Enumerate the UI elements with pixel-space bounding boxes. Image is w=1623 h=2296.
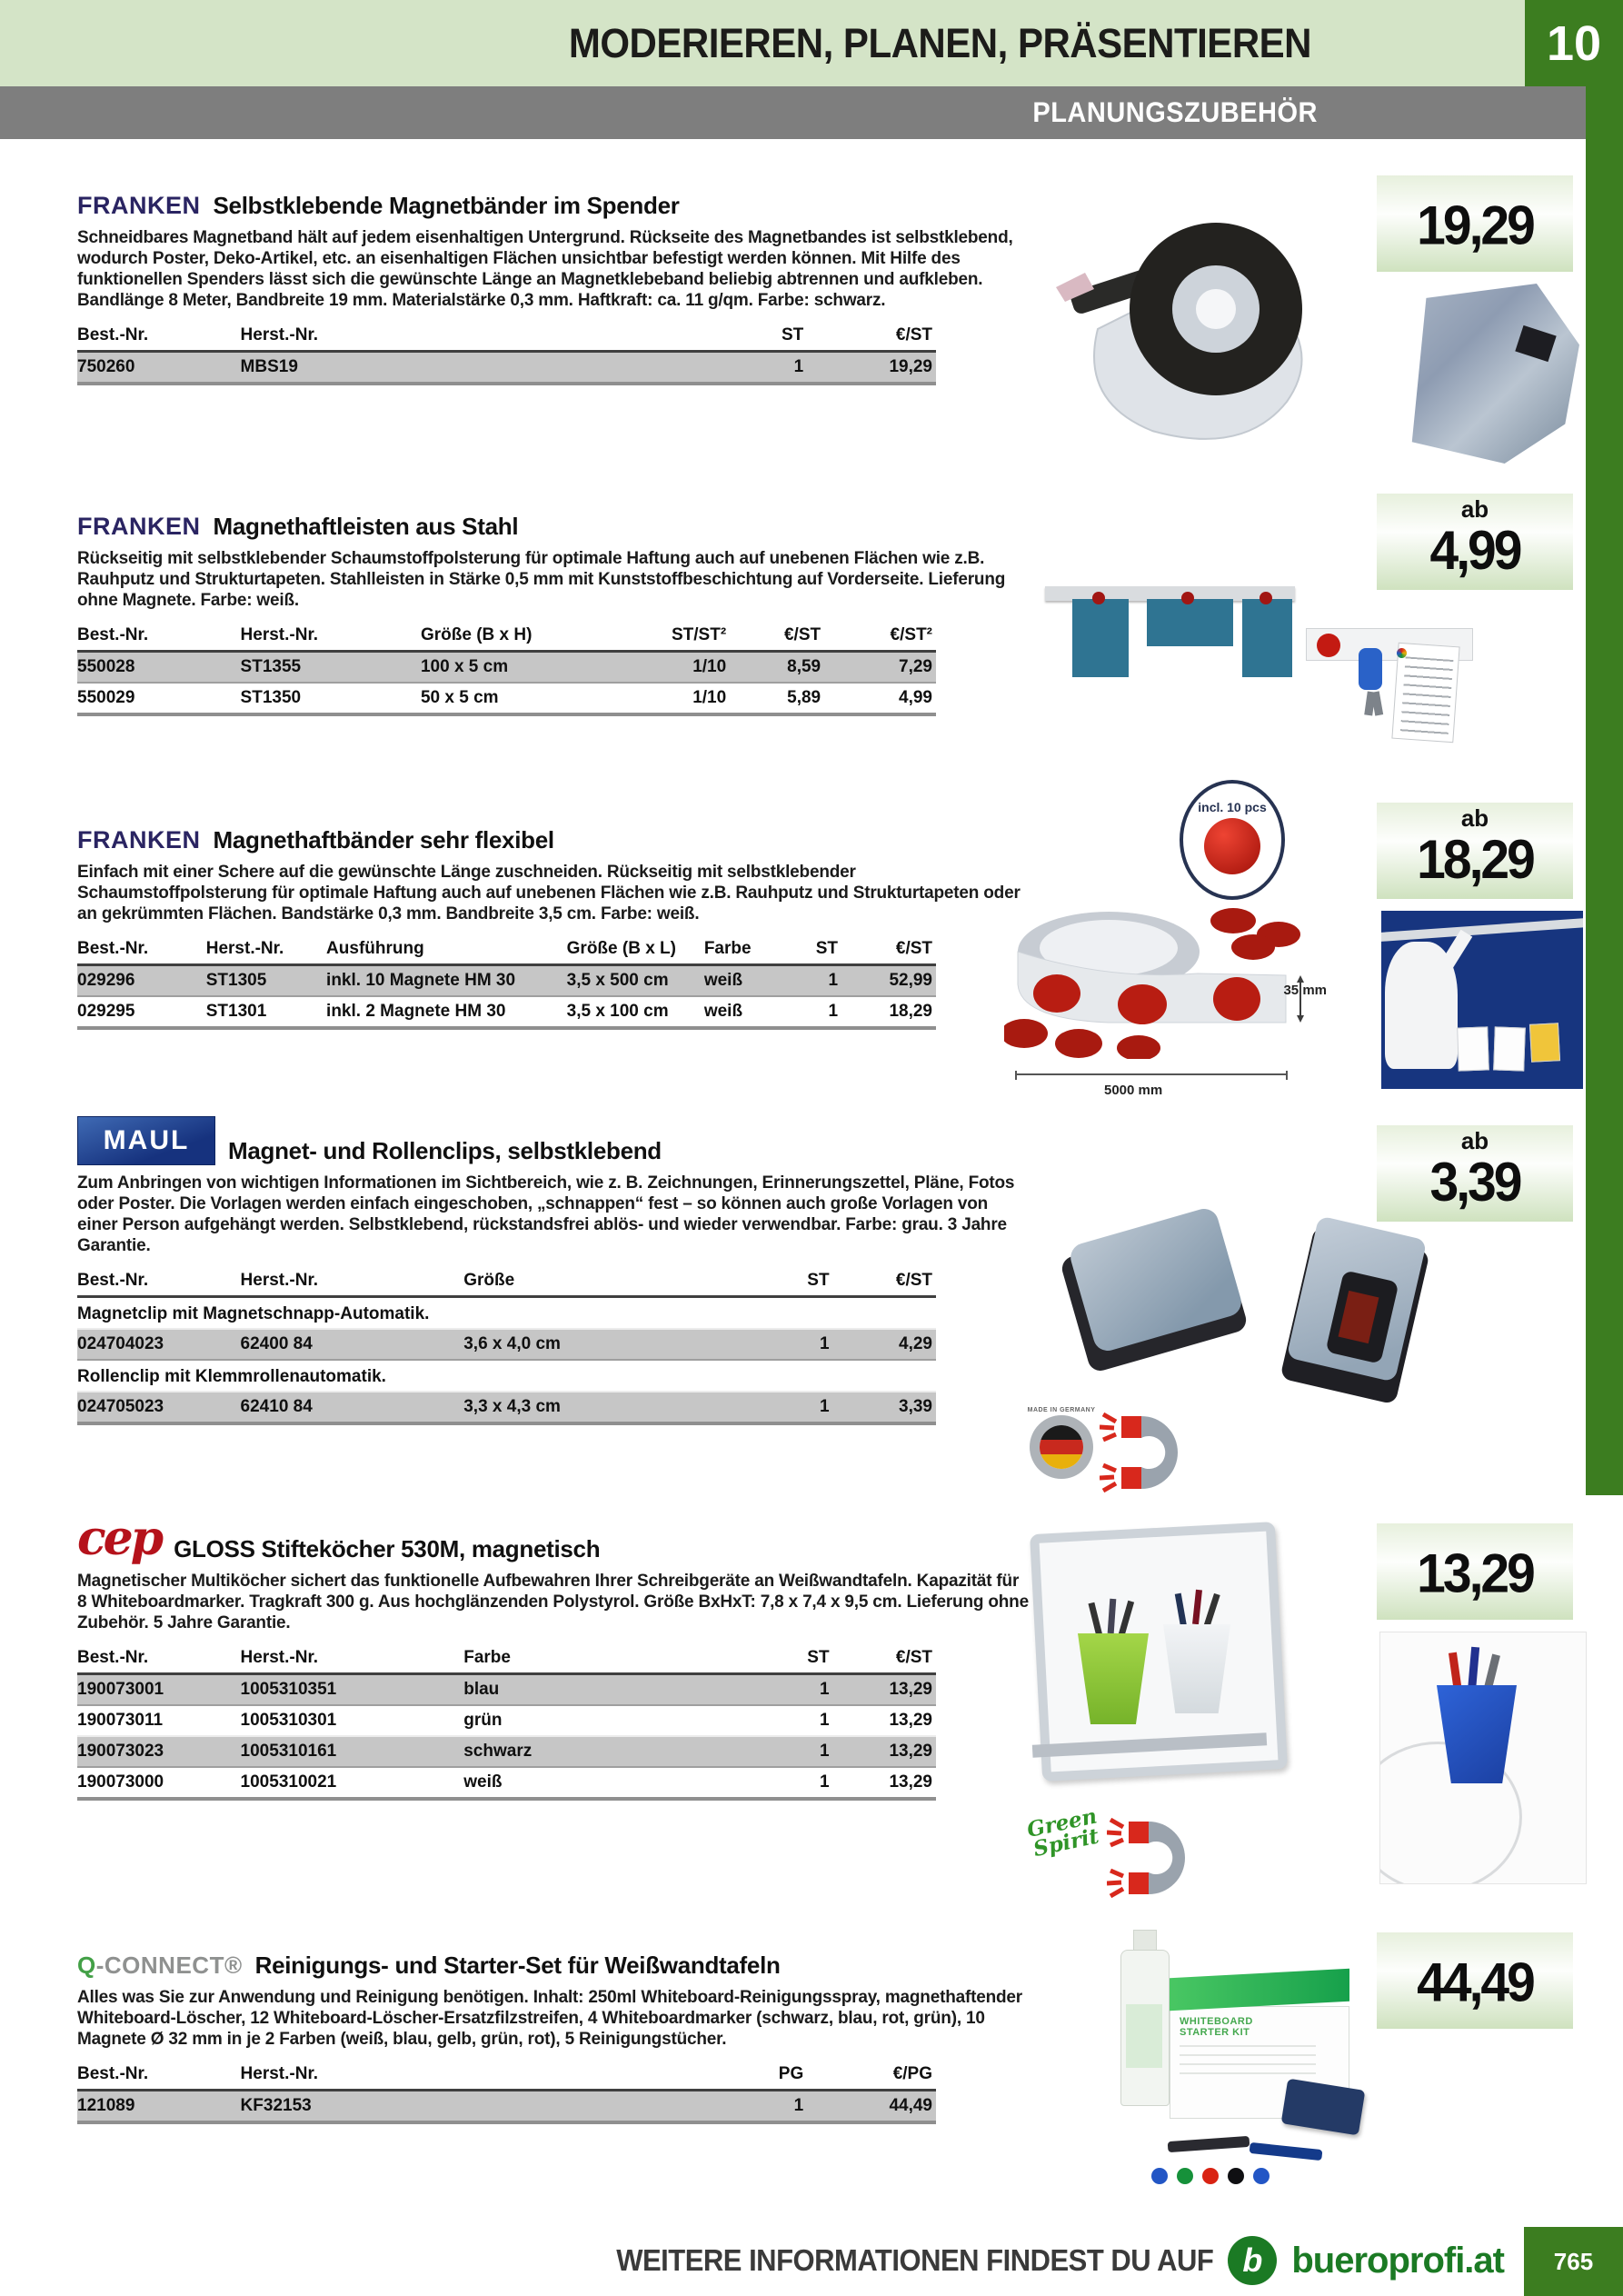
table-cell: 7,29 (824, 652, 936, 684)
side-strip (1586, 86, 1623, 1495)
product-description: Schneidbares Magnetband hält auf jedem eisenhaltigen Untergrund. Rückseite des Magnetbandes ist selbstklebend, wodurch Poster, Deko-Artikel, etc. an eisenhaltigen Flächen unsichtbar befestigt werden können. Mit Hilfe des funktionellen Spenders lässt sich die gewünschte Länge an Magnetklebeband beliebig abtrennen und aufkleben. Bandlänge 8 Meter, Bandbreite 19 mm. Materialstärke 0,3 mm. Haftkraft: ca. 11 g/qm. Farbe: schwarz. (77, 228, 1013, 310)
table-cell: 100 x 5 cm (421, 652, 627, 684)
table-cell: 029295 (77, 996, 206, 1028)
table-cell: 1005310301 (240, 1711, 337, 1730)
price-ab-label: ab (1460, 495, 1489, 523)
table-cell: 1 (764, 1674, 833, 1706)
column-header: Herst.-Nr. (241, 624, 421, 652)
brand-label: -CONNECT® (95, 1952, 243, 1979)
column-header: Best.-Nr. (77, 1269, 241, 1297)
price-badge (1377, 175, 1573, 272)
table-row (77, 965, 936, 997)
table-cell: 1 (764, 1736, 833, 1767)
column-header: PG (722, 2062, 808, 2091)
tape-dispenser-photo (1043, 193, 1352, 456)
rail-bar (1381, 918, 1583, 943)
table-row (77, 1674, 936, 1706)
table-row (77, 683, 936, 714)
roundel-ring (1030, 1415, 1093, 1479)
rollenclip-photo (1290, 1223, 1436, 1413)
table-group-row (77, 1297, 936, 1330)
table-cell: 1 (764, 1392, 833, 1423)
table-row (77, 1392, 936, 1423)
table-cell: 3,3 x 4,3 cm (463, 1392, 764, 1423)
table-cell: 190073000 (77, 1767, 241, 1799)
german-flag (1040, 1425, 1083, 1469)
table-cell: 52,99 (841, 965, 936, 997)
franken-logo: FRANKEN (77, 513, 201, 540)
product-title: Magnethaftleisten aus Stahl (213, 513, 519, 540)
table-header-row (77, 624, 936, 652)
table-cell: 4,29 (833, 1329, 936, 1360)
table-cell: 62400 84 (241, 1329, 464, 1360)
price-ab-label: ab (1460, 1127, 1489, 1154)
column-header: Herst.-Nr. (206, 937, 326, 965)
table-cell: 13,29 (833, 1674, 936, 1706)
brand-label: MAUL (103, 1125, 190, 1155)
chapter-number: 10 (1546, 15, 1602, 71)
column-header: Größe (B x L) (567, 937, 704, 965)
pinned-note (1529, 1023, 1560, 1063)
column-header: Best.-Nr. (77, 624, 241, 652)
kit-box-art (1180, 2045, 1316, 2081)
brand-title-row (77, 1116, 1031, 1165)
column-header: Best.-Nr. (77, 2062, 241, 2091)
table-cell: 4,99 (824, 683, 936, 714)
site-link[interactable]: bueroprofi.at (1291, 2240, 1504, 2281)
price-value: 13,29 (1417, 1543, 1533, 1605)
chapter-tab (1525, 0, 1623, 86)
product-description: Magnetischer Multiköcher sichert das funktionelle Aufbewahren Ihrer Schreibgeräte an Weißwandtafeln. Kapazität für 8 Whiteboardmarker. Tragkraft 300 g. Aus hochglänzenden Polystyrol. Größe BxHxT: 7,8 x 7,4 x 9,5 cm. Lieferung ohne Zubehör. 5 Jahre Garantie. (77, 1572, 1029, 1632)
person (1385, 942, 1458, 1069)
column-header: Größe (B x H) (421, 624, 627, 652)
table-row (77, 1736, 936, 1767)
product-block-cep (77, 1511, 1031, 1801)
magnet-tape-roll-photo (1004, 895, 1327, 1109)
column-header: Best.-Nr. (77, 937, 206, 965)
table-cell: inkl. 2 Magnete HM 30 (326, 996, 567, 1028)
qconnect-logo (77, 1951, 243, 1980)
table-cell: ST1350 (241, 683, 421, 714)
product-block-franken (77, 191, 1031, 385)
product-block-qconnect (77, 1951, 1031, 2124)
column-header: ST (790, 937, 841, 965)
column-header: Herst.-Nr. (241, 2062, 722, 2091)
table-cell: 44,49 (807, 2091, 936, 2123)
product-description: Zum Anbringen von wichtigen Informationen im Sichtbereich, wie z. B. Zeichnungen, Erinnerungszettel, Pläne, Fotos oder Poster. Die Vorlagen werden einfach eingeschoben, „schnappen“ fest – so können auch große Vorlagen von einer Person aufgehängt werden. Selbstklebend, rückstandsfrei ablös- und wieder verwendbar. Farbe: grau. 3 Jahre Garantie. (77, 1173, 1015, 1255)
cep-logo: cep (77, 1511, 162, 1566)
column-header: ST (764, 1269, 833, 1297)
table-cell: 50 x 5 cm (421, 683, 627, 714)
table-cell: weiß (463, 1767, 764, 1799)
table-row (77, 652, 936, 684)
table-cell: 029296 (77, 965, 206, 997)
incl-10-pcs-badge (1180, 780, 1285, 900)
column-header: Größe (463, 1269, 764, 1297)
product-table (77, 624, 936, 716)
magnetclip-photo (1063, 1223, 1250, 1373)
table-cell: MBS19 (241, 352, 722, 384)
table-cell: 750260 (77, 352, 241, 384)
page-number: 765 (1553, 2247, 1594, 2275)
magnet-dot (1317, 634, 1340, 657)
column-header: €/ST (807, 324, 936, 352)
price-badge (1377, 803, 1573, 899)
brand-title-row (77, 1951, 1031, 1980)
column-header: Best.-Nr. (77, 324, 241, 352)
price-badge (1377, 1523, 1573, 1620)
tape-length-label: 5000 mm (1104, 1083, 1163, 1098)
kit-box-top (1170, 1969, 1349, 2011)
table-cell: 1 (790, 965, 841, 997)
keys (1371, 691, 1383, 715)
table-cell: 1 (764, 1329, 833, 1360)
table-header-row (77, 2062, 936, 2091)
column-header: €/ST (730, 624, 824, 652)
product-description: Alles was Sie zur Anwendung und Reinigung benötigen. Inhalt: 250ml Whiteboard-Reinigungsspray, magnethaftender Whiteboard-Löscher, 12 Whiteboard-Löscher-Ersatzfilzstreifen, 4 Whiteboardmarker (schwarz, blau, rot, grün), 10 Magnete Ø 32 mm in je 2 Farben (weiß, blau, gelb, grün, rot), 5 Reinigungstücher. (77, 1988, 1022, 2049)
table-row (77, 996, 936, 1028)
table-cell: 19,29 (807, 352, 936, 384)
page-number-box (1524, 2227, 1623, 2296)
table-cell: 024704023 (77, 1329, 241, 1360)
table-cell: 8,59 (730, 652, 824, 684)
table-cell: 3,5 x 100 cm (567, 996, 704, 1028)
table-row (77, 2091, 936, 2123)
section-subtitle: PLANUNGSZUBEHÖR (1032, 95, 1318, 129)
column-header: Best.-Nr. (77, 1646, 241, 1674)
product-title: GLOSS Stifteköcher 530M, magnetisch (174, 1535, 601, 1562)
price-value: 44,49 (1417, 1952, 1533, 2014)
magnet-dots (1151, 2168, 1270, 2184)
column-header: Herst.-Nr. (241, 1646, 464, 1674)
rail-usage-photo (1306, 621, 1471, 757)
column-header: €/ST (833, 1269, 936, 1297)
table-cell: 1/10 (627, 683, 730, 714)
price-badge (1377, 1932, 1573, 2029)
table-header-row (77, 324, 936, 352)
table-cell: ST1301 (206, 996, 326, 1028)
pinned-note (1493, 1026, 1526, 1071)
table-cell: 1005310351 (241, 1674, 464, 1706)
bueroprofi-logo-letter: b (1242, 2241, 1263, 2279)
column-header: Ausführung (326, 937, 567, 965)
tape-length-line (1015, 1073, 1288, 1075)
board-eraser (1281, 2079, 1366, 2136)
magnet-rail-photo (1045, 586, 1295, 682)
horseshoe-magnet-icon (1100, 1411, 1204, 1499)
subtitle-band (0, 86, 1586, 139)
tape-width-label: 35 mm (1283, 983, 1327, 998)
table-cell: 121089 (77, 2091, 241, 2123)
group-label: Magnetclip mit Magnetschnapp-Automatik. (77, 1304, 430, 1323)
price-ab-label: ab (1460, 804, 1489, 832)
product-title: Selbstklebende Magnetbänder im Spender (213, 192, 680, 219)
table-cell: KF32153 (241, 2091, 722, 2123)
product-title: Magnethaftbänder sehr flexibel (213, 826, 554, 854)
maul-logo (77, 1116, 215, 1165)
column-header: €/PG (807, 2062, 936, 2091)
group-label: Rollenclip mit Klemmrollenautomatik. (77, 1367, 386, 1386)
magnet-disc (1204, 818, 1260, 874)
column-header: €/ST (841, 937, 936, 965)
column-header: Herst.-Nr. (241, 1269, 464, 1297)
table-cell: 13,29 (833, 1736, 936, 1767)
magnet-dot (1260, 592, 1272, 604)
brand-letter: Q (77, 1952, 96, 1979)
incl-label: incl. 10 pcs (1198, 800, 1267, 814)
blue-pen-cup-photo (1379, 1632, 1587, 1884)
table-cell: 1 (820, 1711, 830, 1730)
table-cell: weiß (704, 965, 791, 997)
table-header-row (77, 1646, 936, 1674)
table-cell: 1005310161 (241, 1736, 464, 1767)
footer-text: WEITERE INFORMATIONEN FINDEST DU AUF (616, 2242, 1214, 2278)
pinned-card (1072, 599, 1129, 677)
column-header: ST (764, 1646, 833, 1674)
marker-pen (1168, 2136, 1250, 2152)
table-row (77, 1705, 936, 1736)
product-table (77, 1646, 936, 1801)
brand-title-row (77, 191, 1031, 220)
table-cell: 3,6 x 4,0 cm (463, 1329, 764, 1360)
table-cell: 550028 (77, 652, 241, 684)
brand-title-row (77, 1511, 1031, 1566)
product-description: Rückseitig mit selbstklebender Schaumstoffpolsterung für optimale Haftung auch auf unebenen Flächen wie z.B. Rauhputz und Strukturtapeten. Stahlleisten in Stärke 0,5 mm mit Kunststoffbeschichtung auf Vorderseite. Lieferung ohne Magnete. Farbe: weiß. (77, 549, 1006, 610)
table-cell: grün (463, 1711, 503, 1730)
price-badge (1377, 494, 1573, 590)
product-title: Magnet- und Rollenclips, selbstklebend (228, 1137, 662, 1164)
bueroprofi-logo-icon (1228, 2236, 1277, 2285)
logo-dot (1397, 648, 1407, 658)
table-cell: 024705023 (77, 1392, 241, 1423)
table-cell: 3,39 (833, 1392, 936, 1423)
product-table (77, 937, 936, 1030)
table-header-row (77, 1269, 936, 1297)
spray-label (1126, 2004, 1162, 2068)
starter-kit-photo (1113, 1895, 1368, 2218)
table-cell: 62410 84 (241, 1392, 464, 1423)
price-value: 19,29 (1417, 195, 1533, 257)
price-value: 18,29 (1417, 829, 1533, 891)
product-table (77, 1269, 936, 1425)
brand-title-row (77, 825, 1031, 854)
table-cell: 1 (722, 352, 808, 384)
green-spirit-logo (1024, 1803, 1110, 1904)
table-header-row (77, 937, 936, 965)
footer (0, 2225, 1504, 2296)
table-row (77, 1329, 936, 1360)
table-cell: 13,29 (833, 1767, 936, 1799)
table-cell: 190073001 (77, 1674, 241, 1706)
franken-logo: FRANKEN (77, 192, 201, 219)
column-header: Farbe (463, 1646, 764, 1674)
key-tag (1359, 648, 1382, 690)
table-cell: 1005310021 (241, 1767, 464, 1799)
table-cell: weiß (704, 996, 791, 1028)
green-spirit-label: Green Spirit (1024, 1803, 1101, 1862)
product-description: Einfach mit einer Schere auf die gewünschte Länge zuschneiden. Rückseitig mit selbstklebender Schaumstoffpolsterung für optimale Haftung auch auf unebenen Flächen wie z.B. Rauhputz und Strukturtapeten oder an gekrümmten Flächen. Bandstärke 0,3 mm. Bandbreite 3,5 cm. Farbe: weiß. (77, 863, 1021, 923)
table-cell: ST1355 (241, 652, 421, 684)
product-table (77, 2062, 936, 2124)
column-header: Herst.-Nr. (241, 324, 722, 352)
magnet-dot (1092, 592, 1105, 604)
table-cell: 18,29 (841, 996, 936, 1028)
marker-pen (1250, 2142, 1323, 2161)
table-cell: ST1305 (206, 965, 326, 997)
map-detail (1516, 325, 1557, 362)
table-cell: 1 (790, 996, 841, 1028)
table-cell: 550029 (77, 683, 241, 714)
table-cell: schwarz (463, 1736, 764, 1767)
table-cell: 1/10 (627, 652, 730, 684)
price-value: 4,99 (1429, 520, 1520, 582)
table-group-row (77, 1360, 936, 1392)
page-title: MODERIEREN, PLANEN, PRÄSENTIEREN (568, 19, 1311, 66)
map-photo (1401, 284, 1579, 464)
header-band (0, 0, 1525, 86)
franken-logo: FRANKEN (77, 826, 201, 854)
table-cell: inkl. 10 Magnete HM 30 (326, 965, 567, 997)
kit-box-label: WHITEBOARD STARTER KIT (1180, 2016, 1253, 2038)
pinned-card (1242, 599, 1292, 677)
column-header: €/ST (833, 1646, 936, 1674)
table-row (77, 1767, 936, 1799)
column-header: ST/ST² (627, 624, 730, 652)
product-block-franken (77, 825, 1031, 1030)
product-block-maul (77, 1116, 1031, 1425)
table-cell: blau (463, 1674, 764, 1706)
table-cell: 190073011 (77, 1711, 164, 1730)
table-row (77, 352, 936, 384)
column-header: ST (722, 324, 808, 352)
table-cell: 1 (722, 2091, 808, 2123)
table-cell: 1 (764, 1767, 833, 1799)
pinboard-usage-photo (1381, 911, 1583, 1089)
price-value: 3,39 (1429, 1152, 1520, 1213)
magnet-dot (1181, 592, 1194, 604)
pinned-card (1147, 599, 1233, 646)
column-header: Farbe (704, 937, 791, 965)
price-badge (1377, 1125, 1573, 1222)
table-cell: 13,29 (889, 1711, 932, 1730)
product-block-franken (77, 512, 1031, 716)
made-in-germany-roundel (1027, 1407, 1096, 1494)
whiteboard-cups-photo (1025, 1522, 1284, 1809)
product-title: Reinigungs- und Starter-Set für Weißwandtafeln (254, 1952, 781, 1979)
made-in-germany-label: MADE IN GERMANY (1027, 1407, 1096, 1413)
pinned-note (1457, 1026, 1489, 1071)
column-header: €/ST² (824, 624, 936, 652)
table-cell: 5,89 (730, 683, 824, 714)
brand-title-row (77, 512, 1031, 541)
horseshoe-magnet-icon (1107, 1816, 1211, 1904)
product-table (77, 324, 936, 385)
table-cell: 3,5 x 500 cm (567, 965, 704, 997)
table-cell: 190073023 (77, 1736, 241, 1767)
